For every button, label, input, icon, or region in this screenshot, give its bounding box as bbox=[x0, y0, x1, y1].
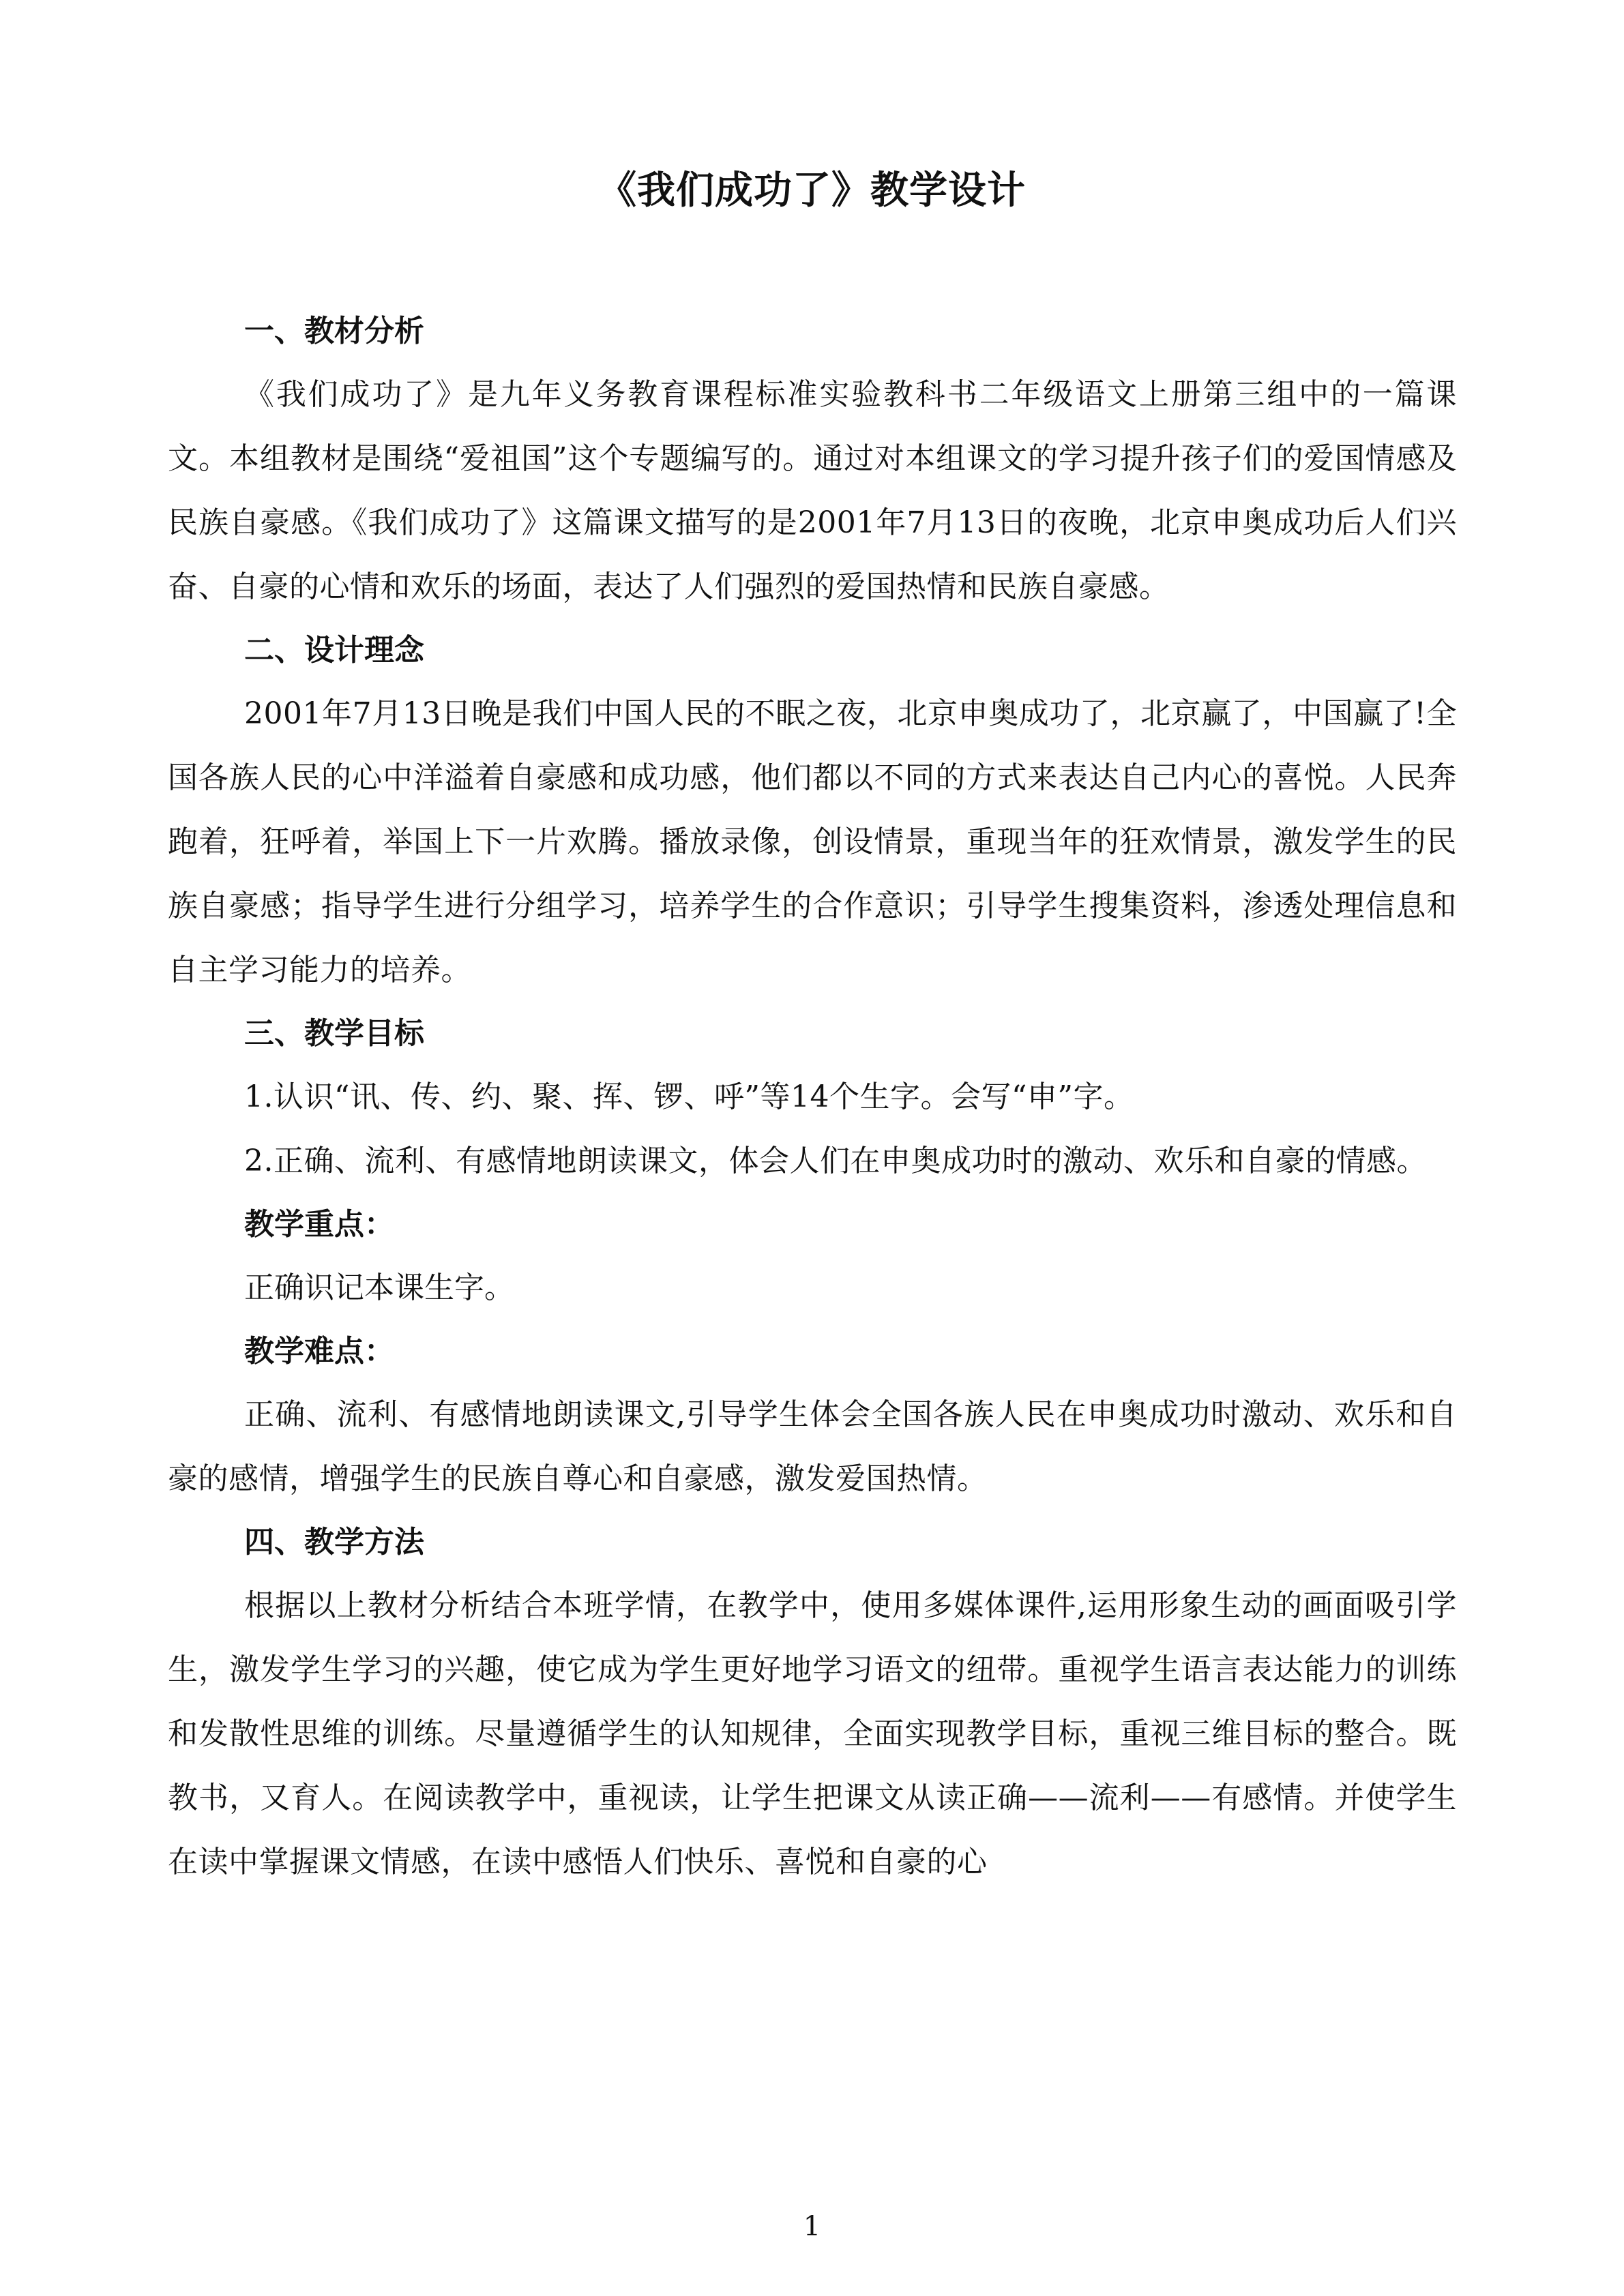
difficulty-label: 教学难点： bbox=[244, 1334, 394, 1369]
section-heading: 一、教材分析 bbox=[244, 314, 424, 348]
goal-item-1: 1.认识“讯、传、约、聚、挥、锣、呼”等14个生字。会写“申”字。 bbox=[244, 1079, 1134, 1114]
section-heading: 四、教学方法 bbox=[244, 1525, 424, 1560]
document-title: 《我们成功了》教学设计 bbox=[598, 168, 1026, 213]
document-body bbox=[168, 300, 1457, 1894]
section-teaching-methods bbox=[168, 1511, 1457, 1894]
section-teaching-goals bbox=[168, 1002, 1457, 1511]
section-paragraph: 《我们成功了》是九年义务教育课程标准实验教科书二年级语文上册第三组中的一篇课文。本组教材是围绕“爱祖国”这个专题编写的。通过对本组课文的学习提升孩子们的爱国情感及民族自豪感。《我们成功了》这篇课文描写的是2001年7月13日的夜晚，北京申奥成功后人们兴奋、自豪的心情和欢乐的场面，表达了人们强烈的爱国热情和民族自豪感。 bbox=[168, 377, 1457, 604]
goal-item-2: 2.正确、流利、有感情地朗读课文，体会人们在申奥成功时的激动、欢乐和自豪的情感。 bbox=[244, 1144, 1427, 1178]
key-point-text: 正确识记本课生字。 bbox=[244, 1270, 514, 1305]
section-paragraph: 2001年7月13日晚是我们中国人民的不眠之夜，北京申奥成功了，北京赢了，中国赢了!全国各族人民的心中洋溢着自豪感和成功感，他们都以不同的方式来表达自己内心的喜悦。人民奔跑着，狂呼着，举国上下一片欢腾。播放录像，创设情景，重现当年的狂欢情景，激发学生的民族自豪感；指导学生进行分组学习，培养学生的合作意识；引导学生搜集资料，渗透处理信息和自主学习能力的培养。 bbox=[168, 696, 1457, 987]
section-design-concept bbox=[168, 619, 1457, 1002]
section-heading: 二、设计理念 bbox=[244, 633, 424, 668]
page-number: 1 bbox=[803, 2211, 821, 2242]
section-textbook-analysis bbox=[168, 300, 1457, 619]
key-point-label: 教学重点： bbox=[244, 1207, 394, 1242]
section-heading: 三、教学目标 bbox=[244, 1016, 424, 1051]
difficulty-text: 正确、流利、有感情地朗读课文,引导学生体会全国各族人民在申奥成功时激动、欢乐和自豪的感情，增强学生的民族自尊心和自豪感，激发爱国热情。 bbox=[168, 1397, 1457, 1496]
section-paragraph: 根据以上教材分析结合本班学情，在教学中，使用多媒体课件,运用形象生动的画面吸引学生，激发学生学习的兴趣，使它成为学生更好地学习语文的纽带。重视学生语言表达能力的训练和发散性思维的训练。尽量遵循学生的认知规律，全面实现教学目标，重视三维目标的整合。既教书，又育人。在阅读教学中，重视读，让学生把课文从读正确——流利——有感情。并使学生在读中掌握课文情感，在读中感悟人们快乐、喜悦和自豪的心 bbox=[168, 1588, 1457, 1879]
